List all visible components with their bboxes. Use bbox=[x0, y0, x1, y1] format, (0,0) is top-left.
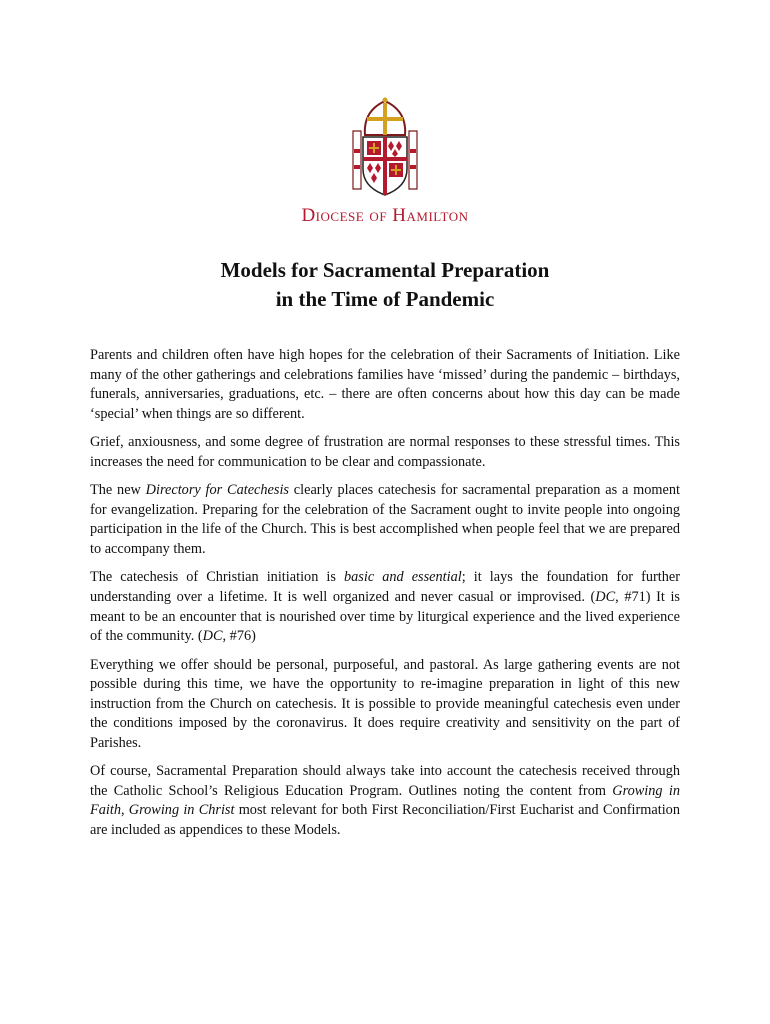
dc-citation-1: DC bbox=[595, 588, 616, 605]
title-line-2: in the Time of Pandemic bbox=[275, 287, 495, 311]
paragraph-4 bbox=[90, 568, 680, 646]
paragraph-4-text-a: The catechesis of Christian initiation is bbox=[90, 569, 344, 586]
basic-essential-emphasis: basic and essential bbox=[343, 569, 462, 586]
paragraph-2: Grief, anxiousness, and some degree of frustration are normal responses to these stressful times. This increases the need for communication to be clear and compassionate. bbox=[90, 434, 680, 470]
title-line-1: Models for Sacramental Preparation bbox=[220, 258, 550, 282]
dc-citation-2: DC bbox=[202, 628, 223, 645]
paragraph-4-text-e: , #71) It is meant to be an encounter that is nourished over time by liturgical experience and the lived experience of the community. ( bbox=[90, 588, 680, 645]
paragraph-1: Parents and children often have high hopes for the celebration of their Sacraments of Initiation. Like many of the other gatherings and celebrations families have ‘missed’ during the pandemic – birthdays, funerals, anniversaries, graduations, etc. – there are often concerns about how this day can be made ‘special’ when things are so different. bbox=[90, 347, 680, 422]
directory-title: Directory for Catechesis bbox=[145, 482, 289, 499]
paragraph-3 bbox=[90, 481, 680, 559]
paragraph-6-text-a: Of course, Sacramental Preparation should always take into account the catechesis received through the Catholic School’s Religious Education Program. Outlines noting the content from bbox=[90, 763, 680, 799]
paragraph-3-text-c: clearly places catechesis for sacramental preparation as a moment for evangelization. Preparing for the celebration of the Sacrament ought to invite people into ongoing participation in the life of the Church. This is best accomplished when people feel that we are prepared to accompany them. bbox=[90, 482, 680, 557]
diocese-name: Diocese of Hamilton bbox=[301, 205, 469, 226]
paragraph-6 bbox=[90, 762, 680, 840]
paragraph-4-text-c: ; it lays the foundation for further understanding over a lifetime. It is well organized and never casual or improvised. ( bbox=[90, 569, 680, 605]
page-title bbox=[0, 256, 770, 314]
paragraph-5: Everything we offer should be personal, purposeful, and pastoral. As large gathering events are not possible during this time, we have the opportunity to re-imagine preparation in light of this new instruction from the Church on catechesis. It is possible to provide meaningful catechesis even under the conditions imposed by the coronavirus. It does require creativity and sensitivity on the part of Parishes. bbox=[90, 656, 680, 751]
paragraph-6-text-c: most relevant for both First Reconciliation/First Eucharist and Confirmation are included as appendices to these Models. bbox=[90, 802, 680, 839]
paragraph-3-text-a: The new bbox=[90, 482, 146, 499]
paragraph-4-text-g: , #76) bbox=[222, 628, 256, 645]
diocese-crest-icon bbox=[345, 97, 425, 197]
program-title: Growing in Faith, Growing in Christ bbox=[90, 782, 680, 819]
document-body bbox=[90, 346, 680, 849]
